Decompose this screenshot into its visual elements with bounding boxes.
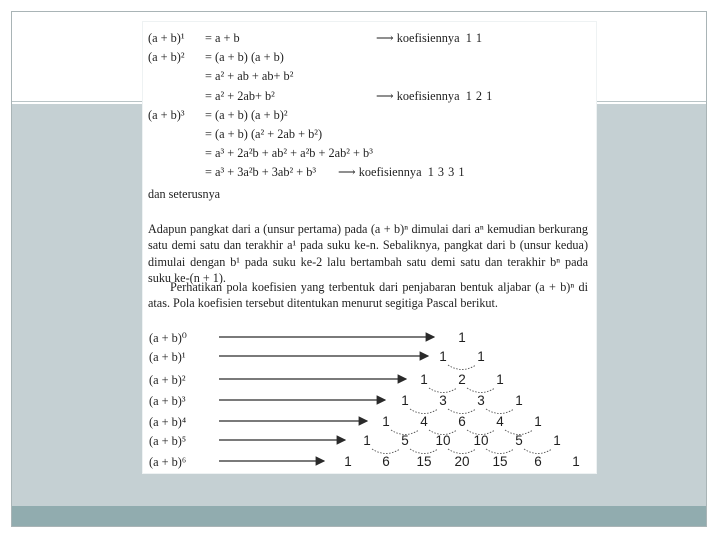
expansion-expression: = a² + 2ab+ b² [205, 88, 275, 103]
pascal-value: 6 [534, 454, 542, 469]
pascal-row-label: (a + b)¹ [149, 350, 186, 364]
pascal-value: 1 [553, 433, 561, 448]
pascal-value: 1 [572, 454, 580, 469]
pascal-value: 6 [382, 454, 390, 469]
pascal-value: 3 [439, 393, 447, 408]
coefficient-note: ⟶ koefisiennya 1 2 1 [376, 88, 493, 103]
pascal-value: 10 [435, 433, 451, 448]
pascal-row-label: (a + b)⁰ [149, 331, 187, 345]
pascal-value: 5 [401, 433, 409, 448]
pascal-value: 4 [496, 414, 504, 429]
pascal-connector [429, 388, 457, 393]
coefficient-note: ⟶ koefisiennya 1 3 3 1 [338, 165, 466, 180]
pascal-value: 1 [363, 433, 371, 448]
expansion-expression: = (a + b) (a² + 2ab + b²) [205, 126, 323, 141]
pascal-connector [448, 365, 476, 370]
pascal-connector [524, 449, 552, 454]
expansion-expression: = a³ + 2a²b + ab² + a²b + 2ab² + b³ [205, 146, 373, 161]
pascal-value: 10 [473, 433, 489, 448]
coefficient-values: 1 1 [465, 31, 483, 45]
pascal-value: 15 [492, 454, 508, 469]
pascal-value: 3 [477, 393, 485, 408]
pascal-connector [448, 449, 476, 454]
paragraph-exponent-pattern: Adapun pangkat dari a (unsur pertama) pada (a + b)ⁿ dimulai dari aⁿ kemudian berkurang satu demi satu dan terakhir a¹ pada suku ke-n. Sebaliknya, pangkat dari b (unsur kedua) dimulai dengan b¹ pada suku ke-2 lalu bertambah satu demi satu dan terakhir bⁿ pada suku ke-(n + 1). [148, 222, 588, 286]
pascal-row-label: (a + b)⁴ [149, 415, 187, 429]
expansion-lhs: (a + b)¹ [148, 31, 185, 45]
pascal-value: 5 [515, 433, 523, 448]
pascal-value: 1 [458, 330, 466, 345]
coefficient-note: ⟶ koefisiennya 1 1 [376, 31, 483, 45]
pascal-value: 1 [344, 454, 352, 469]
pascal-value: 1 [496, 372, 504, 387]
expansion-expression: = a² + ab + ab+ b² [205, 69, 294, 84]
pascal-value: 1 [382, 414, 390, 429]
expansion-expression: = (a + b) (a + b)² [205, 107, 288, 122]
pascal-value: 1 [439, 349, 447, 364]
pascal-value: 1 [534, 414, 542, 429]
pascal-connector [486, 409, 514, 414]
expansion-expression: = (a + b) (a + b) [205, 50, 284, 65]
pascal-value: 20 [454, 454, 470, 469]
pascal-value: 6 [458, 414, 466, 429]
expansion-expression: = a³ + 3a²b + 3ab² + b³ [205, 165, 317, 180]
pascal-value: 15 [416, 454, 432, 469]
pascal-connector [410, 409, 438, 414]
pascal-connector [467, 388, 495, 393]
pascal-connector [410, 449, 438, 454]
paragraph-continuation: dan seterusnya [148, 187, 221, 201]
pascal-row-label: (a + b)² [149, 373, 186, 387]
pascal-arrows [143, 22, 596, 473]
pascal-value: 1 [515, 393, 523, 408]
footer-bar [12, 506, 706, 526]
pascal-value: 2 [458, 372, 466, 387]
coefficient-values: 1 3 3 1 [427, 165, 466, 180]
scanned-document [143, 22, 596, 473]
pascal-row-label: (a + b)⁵ [149, 434, 187, 448]
pascal-row-label: (a + b)³ [149, 394, 186, 408]
pascal-connector [372, 449, 400, 454]
pascal-connector [486, 449, 514, 454]
pascal-value: 1 [401, 393, 409, 408]
pascal-connector [448, 409, 476, 414]
pascal-value: 1 [477, 349, 485, 364]
pascal-value: 4 [420, 414, 428, 429]
expansion-lhs: (a + b)³ [148, 107, 185, 122]
pascal-row-label: (a + b)⁶ [149, 455, 187, 469]
pascal-value: 1 [420, 372, 428, 387]
expansion-lhs: (a + b)² [148, 50, 185, 65]
paragraph-pascal-intro: Perhatikan pola koefisien yang terbentuk dari penjabaran bentuk aljabar (a + b)ⁿ di atas. Pola koefisien tersebut ditentukan menurut segitiga Pascal berikut. [148, 280, 588, 311]
expansion-expression: = a + b [205, 31, 240, 45]
coefficient-values: 1 2 1 [465, 88, 493, 103]
